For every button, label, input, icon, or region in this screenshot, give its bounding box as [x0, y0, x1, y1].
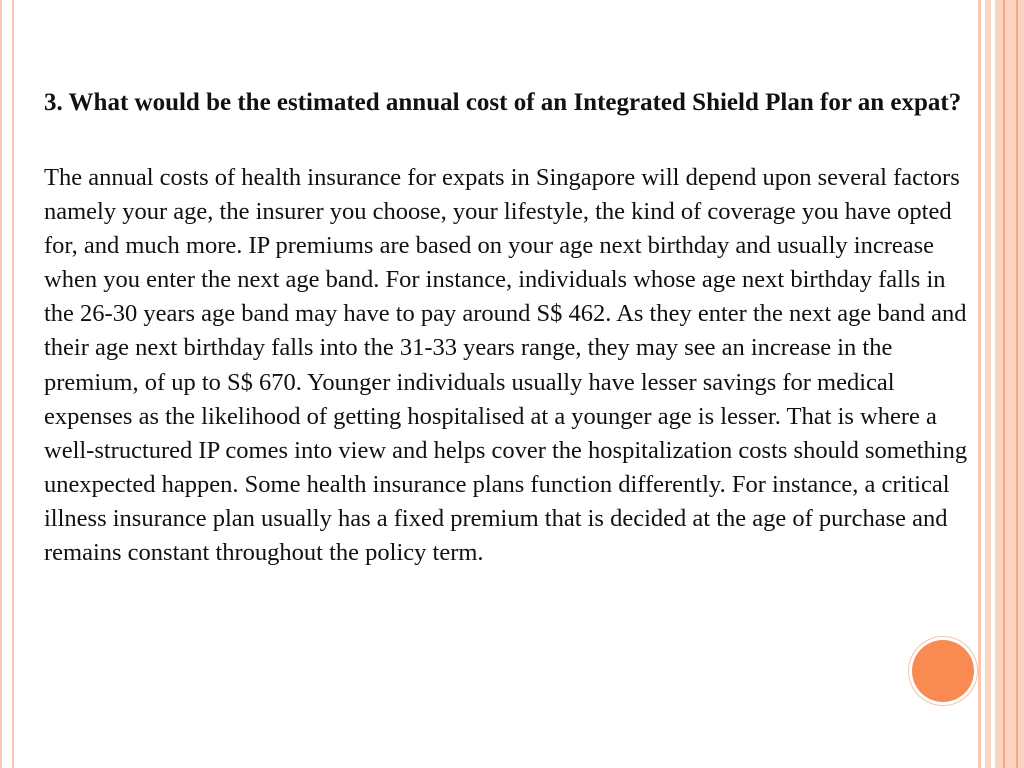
slide-heading: 3. What would be the estimated annual cost of an Integrated Shield Plan for an expat?	[44, 89, 962, 116]
slide-body-text: The annual costs of health insurance for expats in Singapore will depend upon several factors namely your age, the insurer you choose, your lifestyle, the kind of coverage you have opted for, and much more. IP premiums are based on your age next birthday and usually increase when you enter the next age band. For instance, individuals whose age next birthday falls in the 26-30 years age band may have to pay around S$ 462. As they enter the next age band and their age next birthday falls into the 31-33 years range, they may see an increase in the premium, of up to S$ 670. Younger individuals usually have lesser savings for medical expenses as the likelihood of getting hospitalised at a younger age is lesser. That is where a well-structured IP comes into view and helps cover the hospitalization costs should something unexpected happen. Some health insurance plans function differently. For instance, a critical illness insurance plan usually has a fixed premium that is decided at the age of purchase and remains constant throughout the policy term.	[44, 164, 968, 567]
right-stripe-decoration	[985, 0, 991, 768]
right-stripe-line	[1003, 0, 1005, 768]
right-stripe-decoration	[978, 0, 981, 768]
right-stripe-line	[1016, 0, 1018, 768]
orange-circle-decoration	[912, 640, 974, 702]
right-stripe-decoration	[995, 0, 1024, 768]
left-border-decoration	[0, 0, 14, 768]
